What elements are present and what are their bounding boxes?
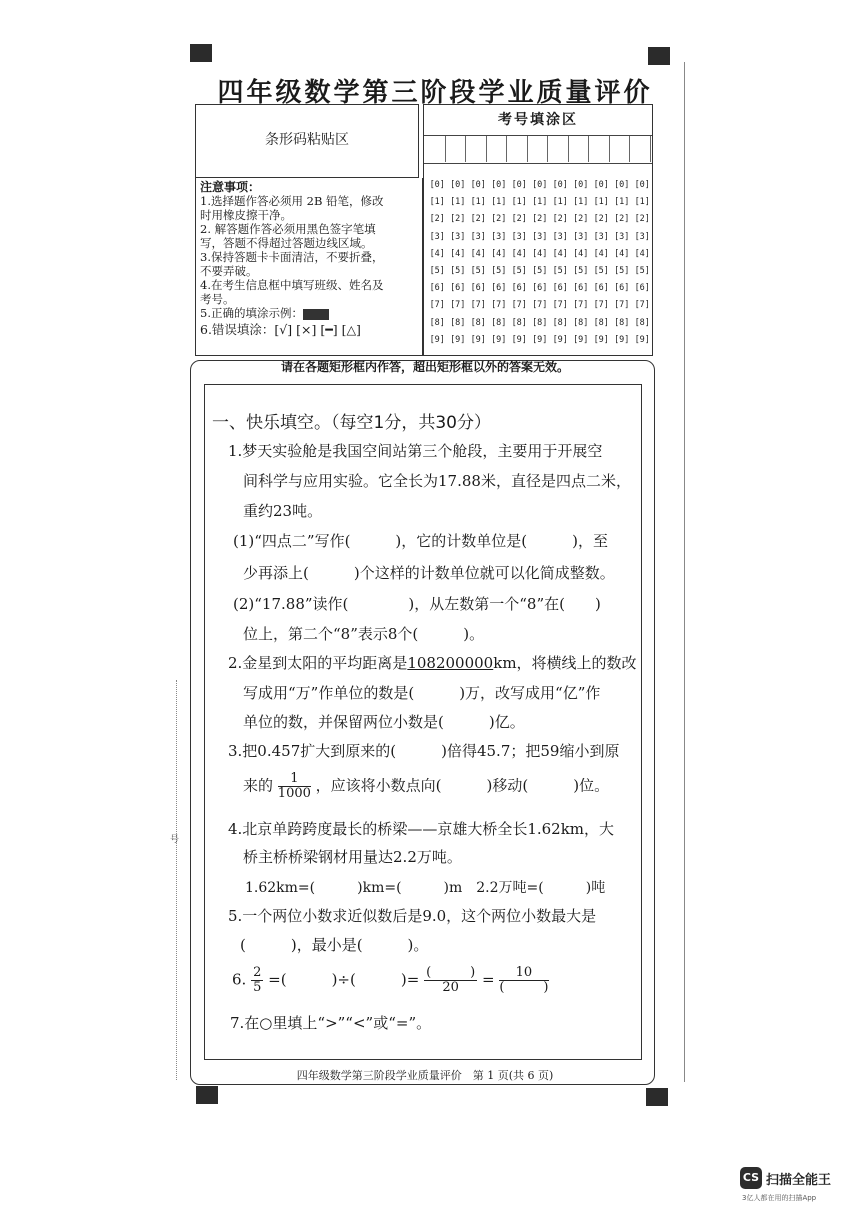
exam-number-bubble[interactable]: [4] xyxy=(491,248,507,259)
exam-number-bubble[interactable]: [4] xyxy=(573,248,589,259)
exam-number-bubble[interactable]: [6] xyxy=(614,283,630,294)
exam-number-bubble[interactable]: [7] xyxy=(614,300,630,311)
q5-line1: 5.一个两位小数求近似数后是9.0，这个两位小数最大是 xyxy=(228,907,597,925)
exam-number-bubble[interactable]: [1] xyxy=(532,197,548,208)
exam-number-bubble[interactable]: [8] xyxy=(511,317,527,328)
notice-item xyxy=(200,306,424,320)
exam-number-bubble[interactable]: [3] xyxy=(429,231,445,242)
q6-prefix: 6. xyxy=(232,970,247,989)
exam-number-bubble[interactable]: [2] xyxy=(614,214,630,225)
page-footer: 四年级数学第三阶段学业质量评价 第 1 页(共 6 页) xyxy=(296,1069,554,1082)
q6-fraction-2 xyxy=(424,966,477,995)
q2-line2: 写成用“万”作单位的数是( )万，改写成用“亿”作 xyxy=(243,684,601,702)
exam-number-bubble[interactable]: [3] xyxy=(450,231,466,242)
exam-number-bubble[interactable]: [9] xyxy=(450,334,466,345)
exam-number-bubble[interactable]: [8] xyxy=(614,317,630,328)
q2-line1 xyxy=(228,652,637,673)
q1-part1-line1: (1)“四点二”写作( )，它的计数单位是( )，至 xyxy=(233,532,608,550)
exam-number-bubble[interactable]: [0] xyxy=(511,180,527,190)
exam-number-bubble[interactable]: [9] xyxy=(511,334,527,345)
exam-number-bubble[interactable]: [2] xyxy=(470,214,486,225)
exam-number-bubble[interactable]: [6] xyxy=(470,283,486,294)
exam-number-bubble[interactable]: [9] xyxy=(634,334,650,345)
exam-number-bubble[interactable]: [7] xyxy=(470,300,486,311)
exam-number-bubble[interactable]: [1] xyxy=(470,197,486,208)
exam-number-bubble[interactable]: [0] xyxy=(634,180,650,190)
exam-number-write-cell[interactable] xyxy=(489,136,508,162)
q2-text-post: km，将横线上的数改 xyxy=(493,654,637,672)
exam-number-bubble[interactable]: [0] xyxy=(429,180,445,190)
fill-example-mark xyxy=(303,309,329,320)
exam-number-write-cell[interactable] xyxy=(550,136,569,162)
exam-number-bubble[interactable]: [4] xyxy=(614,248,630,259)
exam-number-bubble[interactable]: [6] xyxy=(552,283,568,294)
exam-number-bubble[interactable]: [5] xyxy=(470,266,486,276)
exam-number-bubble[interactable]: [6] xyxy=(573,283,589,294)
q3-line2 xyxy=(243,772,609,801)
q6-equals: = xyxy=(482,970,495,989)
exam-number-bubble[interactable]: [1] xyxy=(450,197,466,208)
notice-item: 3.保持答题卡卡面清洁，不要折叠， xyxy=(200,250,384,264)
exam-number-bubble[interactable]: [3] xyxy=(552,231,568,242)
q3-text-pre: 来的 xyxy=(243,776,274,795)
barcode-area-label: 条形码粘贴区 xyxy=(265,132,349,148)
exam-number-bubble[interactable]: [1] xyxy=(634,197,650,208)
exam-number-bubble[interactable]: [5] xyxy=(450,266,466,276)
exam-number-bubble[interactable]: [4] xyxy=(470,248,486,259)
exam-number-bubble[interactable]: [3] xyxy=(470,231,486,242)
registration-mark-bottom-left xyxy=(196,1086,218,1104)
exam-number-bubble[interactable]: [1] xyxy=(429,197,445,208)
q2-line3: 单位的数，并保留两位小数是( )亿。 xyxy=(243,713,525,731)
exam-number-bubble[interactable]: [9] xyxy=(552,334,568,345)
q4-line2: 桥主桥桥梁钢材用量达2.2万吨。 xyxy=(243,848,462,866)
notice-item-text: 5.正确的填涂示例： xyxy=(200,306,303,320)
exam-number-bubble[interactable]: [4] xyxy=(593,248,609,259)
notice-item: 写，答题不得超过答题边线区域。 xyxy=(200,236,373,250)
exam-number-bubble[interactable]: [6] xyxy=(593,283,609,294)
section-heading: 一、快乐填空。（每空1分，共30分） xyxy=(212,413,491,433)
exam-number-bubble[interactable]: [4] xyxy=(511,248,527,259)
q6-fraction-2-numerator: ( ) xyxy=(426,965,476,980)
q3-line1: 3.把0.457扩大到原来的( )倍得45.7；把59缩小到原 xyxy=(228,742,620,760)
exam-number-bubble[interactable]: [1] xyxy=(511,197,527,208)
exam-number-bubble[interactable]: [2] xyxy=(573,214,589,225)
q6-fraction-3-numerator: 10 xyxy=(499,966,548,981)
q6-fraction-3-denominator: ( ) xyxy=(499,980,549,995)
answer-instruction: 请在各题矩形框内作答，超出矩形框以外的答案无效。 xyxy=(280,360,569,374)
scanner-tagline: 3亿人都在用的扫描App xyxy=(742,1194,817,1202)
exam-number-bubble[interactable]: [2] xyxy=(450,214,466,225)
q1-part2-line2: 位上，第二个“8”表示8个( )。 xyxy=(243,625,485,643)
exam-number-bubble[interactable]: [7] xyxy=(491,300,507,311)
exam-number-bubble[interactable]: [8] xyxy=(573,317,589,328)
q2-text-pre: 2.金星到太阳的平均距离是 xyxy=(228,654,408,672)
exam-number-bubble[interactable]: [4] xyxy=(634,248,650,259)
exam-number-bubble[interactable]: [1] xyxy=(491,197,507,208)
exam-number-bubble[interactable]: [0] xyxy=(491,180,507,190)
registration-mark-bottom-right xyxy=(646,1088,668,1106)
exam-number-bubble[interactable]: [2] xyxy=(491,214,507,225)
exam-number-bubble[interactable]: [7] xyxy=(429,300,445,311)
q3-fraction xyxy=(278,772,311,801)
exam-number-bubble[interactable]: [5] xyxy=(429,266,445,276)
registration-mark-top-left xyxy=(190,44,212,62)
exam-number-bubble[interactable]: [0] xyxy=(614,180,630,190)
side-mark: 号 xyxy=(170,835,180,845)
q1-line3: 重约23吨。 xyxy=(243,502,323,520)
q1-part1-line2: 少再添上( )个这样的计数单位就可以化简成整数。 xyxy=(243,564,615,582)
exam-number-bubble[interactable]: [0] xyxy=(552,180,568,190)
exam-number-write-cell[interactable] xyxy=(448,136,467,162)
exam-number-bubble[interactable]: [9] xyxy=(593,334,609,345)
exam-number-bubble[interactable]: [6] xyxy=(491,283,507,294)
notice-item: 考号。 xyxy=(200,292,235,306)
q6-line xyxy=(232,966,549,995)
exam-number-bubble[interactable]: [6] xyxy=(532,283,548,294)
exam-number-bubble[interactable]: [2] xyxy=(511,214,527,225)
exam-number-write-cell[interactable] xyxy=(530,136,549,162)
q3-fraction-numerator: 1 xyxy=(278,772,311,787)
exam-number-bubble[interactable]: [3] xyxy=(593,231,609,242)
exam-number-bubble[interactable]: [2] xyxy=(532,214,548,225)
exam-number-bubble[interactable]: [5] xyxy=(491,266,507,276)
exam-number-write-cell[interactable] xyxy=(612,136,631,162)
exam-number-bubble[interactable]: [8] xyxy=(634,317,650,328)
exam-number-bubble[interactable]: [0] xyxy=(450,180,466,190)
q5-line2: ( )，最小是( )。 xyxy=(240,936,429,954)
notice-box xyxy=(195,178,423,356)
cs-logo-icon: CS xyxy=(740,1167,762,1189)
notice-item: 不要弄破。 xyxy=(200,264,258,278)
exam-number-bubble[interactable]: [9] xyxy=(470,334,486,345)
exam-number-write-cell[interactable] xyxy=(427,136,446,162)
notice-heading: 注意事项： xyxy=(200,180,261,194)
exam-number-bubble[interactable]: [5] xyxy=(511,266,527,276)
q1-part2-line1: (2)“17.88”读作( )，从左数第一个“8”在( ) xyxy=(233,595,601,613)
exam-number-bubble[interactable]: [1] xyxy=(573,197,589,208)
q6-fraction-1-denominator: 5 xyxy=(253,980,262,995)
exam-number-bubble[interactable]: [6] xyxy=(429,283,445,294)
registration-mark-top-right xyxy=(648,47,670,65)
notice-item: 1.选择题作答必须用 2B 铅笔，修改 xyxy=(200,194,384,208)
left-dotted-line xyxy=(176,680,177,1080)
notice-item: 4.在考生信息框中填写班级、姓名及 xyxy=(200,278,384,292)
exam-number-bubble[interactable]: [7] xyxy=(511,300,527,311)
exam-number-bubble[interactable]: [9] xyxy=(614,334,630,345)
q1-line1: 1.梦天实验舱是我国空间站第三个舱段，主要用于开展空 xyxy=(228,442,603,460)
exam-number-bubble[interactable]: [8] xyxy=(593,317,609,328)
right-edge-line xyxy=(684,62,685,1082)
exam-number-bubble[interactable]: [8] xyxy=(532,317,548,328)
exam-number-area-title: 考号填涂区 xyxy=(498,112,578,128)
exam-number-bubble[interactable]: [8] xyxy=(450,317,466,328)
exam-number-bubble[interactable]: [1] xyxy=(614,197,630,208)
q6-fraction-1-numerator: 2 xyxy=(253,965,262,980)
exam-number-bubble[interactable]: [7] xyxy=(532,300,548,311)
q3-fraction-denominator: 1000 xyxy=(277,786,311,801)
q6-fraction-2-denominator: 20 xyxy=(442,980,459,995)
exam-number-bubble[interactable]: [9] xyxy=(573,334,589,345)
exam-number-bubble[interactable]: [8] xyxy=(470,317,486,328)
exam-number-bubble[interactable]: [3] xyxy=(634,231,650,242)
exam-number-bubble[interactable]: [3] xyxy=(614,231,630,242)
notice-item: 时用橡皮擦干净。 xyxy=(200,208,292,222)
barcode-area xyxy=(195,104,419,178)
exam-number-bubble[interactable]: [9] xyxy=(491,334,507,345)
exam-number-bubble[interactable]: [9] xyxy=(532,334,548,345)
exam-number-bubble[interactable]: [0] xyxy=(573,180,589,190)
exam-number-bubble[interactable]: [0] xyxy=(470,180,486,190)
exam-number-bubble[interactable]: [5] xyxy=(634,266,650,276)
exam-number-bubble[interactable]: [5] xyxy=(593,266,609,276)
notice-item: 2. 解答题作答必须用黑色签字笔填 xyxy=(200,222,376,236)
exam-number-write-cell[interactable] xyxy=(509,136,528,162)
exam-number-bubble[interactable]: [7] xyxy=(634,300,650,311)
exam-number-write-cell[interactable] xyxy=(632,136,651,162)
page-title: 四年级数学第三阶段学业质量评价 xyxy=(217,78,653,108)
exam-number-bubble[interactable]: [6] xyxy=(511,283,527,294)
exam-number-bubble[interactable]: [5] xyxy=(614,266,630,276)
q4-line1: 4.北京单跨跨度最长的桥梁——京雄大桥全长1.62km，大 xyxy=(228,820,615,838)
exam-number-bubble[interactable]: [7] xyxy=(573,300,589,311)
exam-number-bubble[interactable]: [3] xyxy=(532,231,548,242)
exam-number-bubble[interactable]: [5] xyxy=(532,266,548,276)
scanner-app-name: 扫描全能王 xyxy=(766,1173,832,1188)
q1-line2: 间科学与应用实验。它全长为17.88米，直径是四点二米， xyxy=(243,472,631,490)
q4-line3: 1.62km=( )km=( )m 2.2万吨=( )吨 xyxy=(245,880,606,896)
exam-number-area xyxy=(423,104,653,356)
exam-number-bubble[interactable]: [4] xyxy=(552,248,568,259)
exam-number-bubble[interactable]: [9] xyxy=(429,334,445,345)
exam-number-bubble[interactable]: [0] xyxy=(593,180,609,190)
exam-number-bubble[interactable]: [8] xyxy=(552,317,568,328)
exam-number-write-cell[interactable] xyxy=(571,136,590,162)
exam-number-bubble[interactable]: [2] xyxy=(634,214,650,225)
exam-number-bubble[interactable]: [0] xyxy=(532,180,548,190)
q6-fraction-3 xyxy=(499,966,548,995)
q6-middle: =( )÷( )= xyxy=(268,970,420,989)
q7-line: 7.在○里填上“>”“<”或“=”。 xyxy=(230,1014,432,1032)
exam-number-bubble[interactable]: [2] xyxy=(429,214,445,225)
q2-underlined-number: 108200000 xyxy=(407,654,494,672)
exam-number-bubble[interactable]: [2] xyxy=(552,214,568,225)
exam-number-bubble[interactable]: [7] xyxy=(552,300,568,311)
exam-number-bubble[interactable]: [5] xyxy=(552,266,568,276)
exam-number-bubble[interactable]: [3] xyxy=(491,231,507,242)
exam-number-bubble[interactable]: [4] xyxy=(450,248,466,259)
exam-number-write-cell[interactable] xyxy=(591,136,610,162)
exam-number-bubble[interactable]: [8] xyxy=(429,317,445,328)
exam-number-bubble[interactable]: [1] xyxy=(593,197,609,208)
exam-number-bubble[interactable]: [4] xyxy=(532,248,548,259)
exam-number-bubble[interactable]: [2] xyxy=(593,214,609,225)
exam-number-bubble[interactable]: [7] xyxy=(450,300,466,311)
exam-number-bubble[interactable]: [3] xyxy=(573,231,589,242)
exam-number-bubble[interactable]: [8] xyxy=(491,317,507,328)
exam-number-bubble[interactable]: [3] xyxy=(511,231,527,242)
exam-number-bubble[interactable]: [1] xyxy=(552,197,568,208)
exam-number-bubble[interactable]: [4] xyxy=(429,248,445,259)
exam-number-bubble[interactable]: [6] xyxy=(634,283,650,294)
exam-number-bubble[interactable]: [5] xyxy=(573,266,589,276)
exam-number-write-cell[interactable] xyxy=(468,136,487,162)
bubble-grid xyxy=(424,105,652,355)
exam-number-bubble[interactable]: [6] xyxy=(450,283,466,294)
exam-number-bubble[interactable]: [7] xyxy=(593,300,609,311)
notice-list xyxy=(200,180,424,337)
q6-fraction-1 xyxy=(251,966,263,995)
notice-item: 6.错误填涂：[√] [×] [━] [△] xyxy=(200,322,361,337)
q3-text-post: ，应该将小数点向( )移动( )位。 xyxy=(315,776,610,795)
